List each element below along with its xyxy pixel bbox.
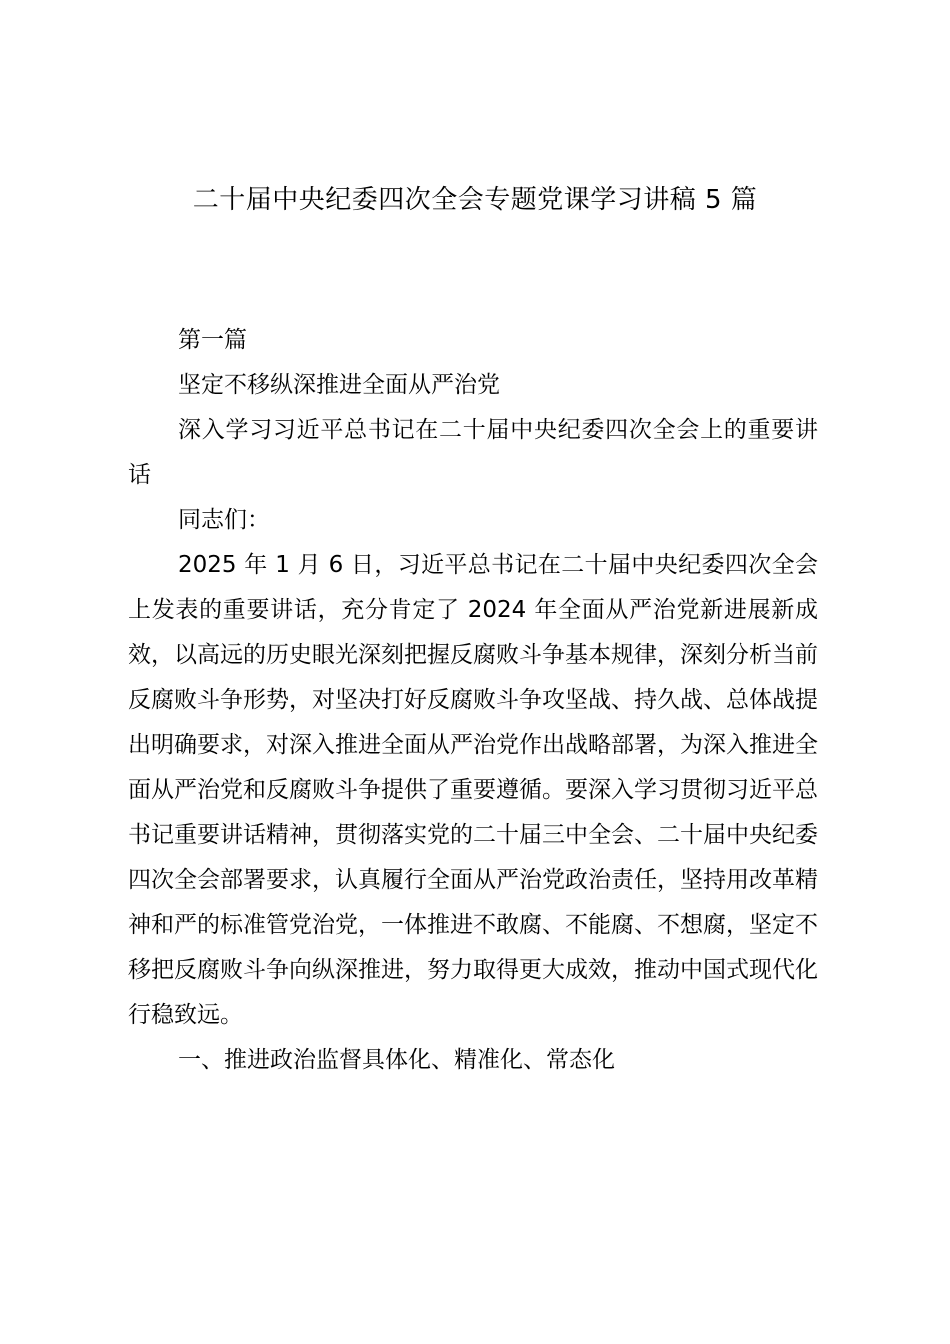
document-body: [128, 318, 818, 1083]
body-paragraph: 2025 年 1 月 6 日，习近平总书记在二十届中央纪委四次全会上发表的重要讲话，充分肯定了 2024 年全面从严治党新进展新成效，以高远的历史眼光深刻把握反腐败斗争基本规律，深刻分析当前反腐败斗争形势，对坚决打好反腐败斗争攻坚战、持久战、总体战提出明确要求，对深入推进全面从严治党作出战略部署，为深入推进全面从严治党和反腐败斗争提供了重要遵循。要深入学习贯彻习近平总书记重要讲话精神，贯彻落实党的二十届三中全会、二十届中央纪委四次全会部署要求，认真履行全面从严治党政治责任，坚持用改革精神和严的标准管党治党，一体推进不敢腐、不能腐、不想腐，坚定不移把反腐败斗争向纵深推进，努力取得更大成效，推动中国式现代化行稳致远。: [128, 552, 818, 1028]
salutation: 同志们：: [178, 507, 270, 533]
section-label: 第一篇: [178, 327, 247, 353]
article-subheading: 深入学习习近平总书记在二十届中央纪委四次全会上的重要讲话: [128, 417, 818, 488]
section-heading: 一、推进政治监督具体化、精准化、常态化: [178, 1047, 615, 1073]
article-heading: 坚定不移纵深推进全面从严治党: [178, 372, 500, 398]
document-title: 二十届中央纪委四次全会专题党课学习讲稿 5 篇: [192, 185, 758, 215]
